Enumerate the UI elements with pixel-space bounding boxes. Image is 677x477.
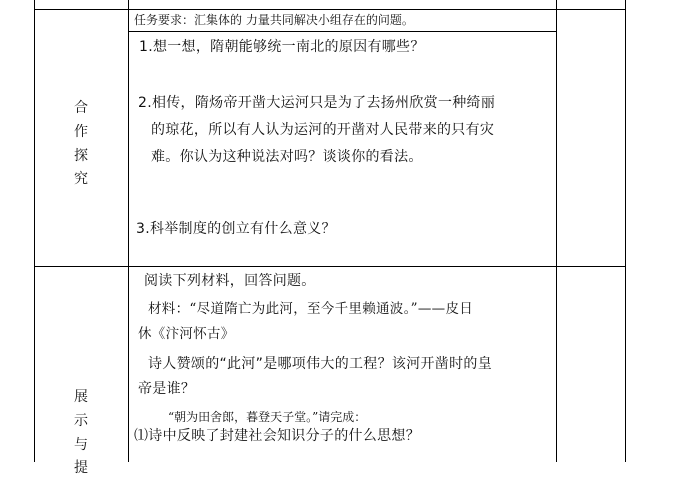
- section-label-char: 探: [74, 148, 88, 164]
- table-border-left: [34, 0, 35, 462]
- section-label-char: 究: [74, 171, 88, 187]
- section-label-char: 示: [74, 413, 88, 429]
- section-label-char: 与: [74, 437, 88, 453]
- question-1: 1.想一想，隋朝能够统一南北的原因有哪些？: [139, 39, 425, 55]
- table-border-label-col: [128, 0, 129, 462]
- reading-question-line-1: 诗人赞颂的“此河”是哪项伟大的工程？该河开凿时的皇: [148, 356, 493, 372]
- table-border-content-col: [556, 0, 557, 462]
- question-2-line1: 2.相传，隋炀帝开凿大运河只是为了去扬州欣赏一种绮丽: [138, 95, 496, 111]
- task-requirement: 任务要求：汇集体的 力量共同解决小组存在的问题。: [134, 13, 414, 27]
- material-line-2: 休《汴河怀古》: [138, 326, 235, 342]
- section-label-char: 提: [74, 460, 88, 476]
- material-line-1: 材料：“尽道隋亡为此河，至今千里赖通波。”——皮日: [148, 301, 474, 317]
- table-border-right: [625, 0, 626, 462]
- question-3: 3.科举制度的创立有什么意义？: [136, 221, 336, 237]
- reading-intro: 阅读下列材料，回答问题。: [144, 273, 316, 289]
- reading-question-line-2: 帝是谁？: [138, 381, 196, 397]
- sub-question-1: ⑴诗中反映了封建社会知识分子的什么思想？: [134, 428, 420, 444]
- question-2-line2: 的琼花，所以有人认为运河的开凿对人民带来的只有灾: [151, 122, 495, 138]
- section-label-char: 作: [74, 124, 88, 140]
- task-requirement-divider: [128, 31, 556, 32]
- table-row-divider: [34, 266, 625, 267]
- question-2-line3: 难。你认为这种说法对吗？谈谈你的看法。: [151, 149, 423, 165]
- section-label-char: 展: [74, 389, 88, 405]
- poem-line: “朝为田舍郎，暮登天子堂。”请完成：: [168, 410, 367, 424]
- table-row-top-border: [34, 9, 625, 10]
- section-label-char: 合: [74, 100, 88, 116]
